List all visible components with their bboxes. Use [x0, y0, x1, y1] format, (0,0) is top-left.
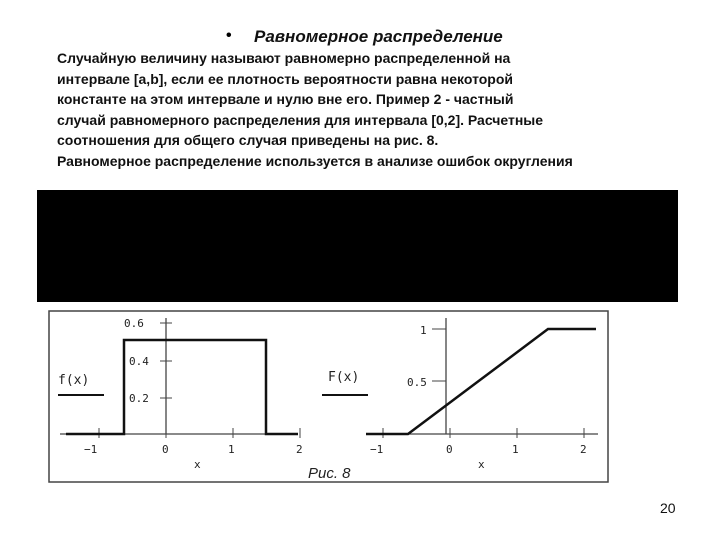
cdf-x-tick-label: −1 [370, 443, 384, 456]
body-line: Равномерное распределение используется в анализе ошибок округления [57, 152, 573, 169]
cdf-y-tick-label: 0.5 [407, 376, 427, 389]
black-image-band [37, 190, 678, 302]
body-line: константе на этом интервале и нулю вне его. Пример 2 - частный [57, 91, 514, 107]
body-line: соотношения для общего случая приведены на рис. 8. [57, 132, 439, 148]
slide-title: Равномерное распределение [254, 27, 503, 46]
figure-8 [48, 310, 609, 483]
body-line: Случайную величину называют равномерно распределенной на [57, 50, 511, 66]
cdf-x-tick-label: 2 [580, 443, 587, 456]
pdf-label: f(x) [58, 373, 90, 388]
body-line: случай равномерного распределения для интервала [0,2]. Расчетные [57, 111, 544, 128]
page-number: 20 [660, 500, 676, 516]
cdf-x-tick-label: 0 [446, 443, 453, 456]
pdf-x-tick-label: 2 [296, 443, 303, 456]
pdf-y-tick-label: 0.6 [124, 317, 144, 330]
body-paragraph [57, 48, 697, 171]
cdf-y-tick-label: 1 [420, 324, 427, 337]
pdf-y-tick-label: 0.4 [129, 355, 149, 368]
figure-svg [48, 310, 609, 483]
pdf-x-tick-label: −1 [84, 443, 98, 456]
pdf-x-label: x [194, 458, 201, 471]
pdf-y-tick-label: 0.2 [129, 392, 149, 405]
pdf-x-tick-label: 0 [162, 443, 169, 456]
cdf-x-label: x [478, 458, 485, 471]
pdf-x-tick-label: 1 [228, 443, 235, 456]
body-line: интервале [a,b], если ее плотность вероятности равна некоторой [57, 70, 513, 87]
figure-caption: Рис. 8 [308, 465, 351, 482]
cdf-x-tick-label: 1 [512, 443, 519, 456]
cdf-label: F(x) [328, 370, 360, 385]
bullet: • [226, 27, 232, 44]
